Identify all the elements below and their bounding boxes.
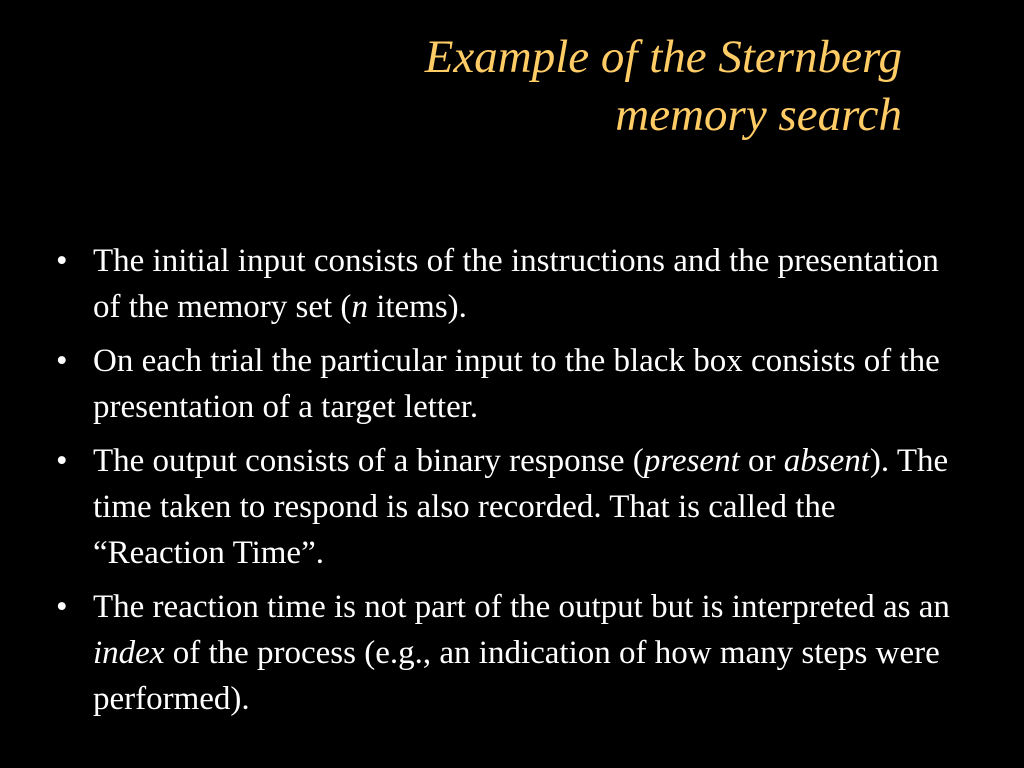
bullet-text: The reaction time is not part of the output but is interpreted as an <box>93 589 950 625</box>
bullet-icon: • <box>56 589 68 625</box>
title-line-2: memory search <box>615 89 902 141</box>
bullet-text-italic: absent <box>783 443 870 479</box>
bullet-text: The initial input consists of the instructions and the presentation of the memory set ( <box>93 243 939 325</box>
bullet-text-italic: index <box>93 635 165 671</box>
bullet-item-initial-input <box>56 238 956 330</box>
bullet-text: items). <box>367 289 467 325</box>
bullet-item-each-trial <box>56 338 956 430</box>
bullet-item-reaction-time <box>56 584 956 722</box>
bullet-text: ). The time taken to respond is also recorded. That is called the “Reaction Time”. <box>93 443 949 571</box>
bullet-list <box>56 238 956 730</box>
bullet-icon: • <box>56 443 68 479</box>
bullet-text: of the process (e.g., an indication of how many steps were performed). <box>93 635 940 717</box>
bullet-icon: • <box>56 343 68 379</box>
bullet-text: On each trial the particular input to the black box consists of the presentation of a target letter. <box>93 343 940 425</box>
bullet-text: The output consists of a binary response ( <box>93 443 644 479</box>
bullet-item-output <box>56 438 956 576</box>
bullet-icon: • <box>56 243 68 279</box>
bullet-text-italic: present <box>643 443 740 479</box>
bullet-text-italic: n <box>351 289 368 325</box>
slide-title <box>142 28 902 144</box>
bullet-text: or <box>739 443 784 479</box>
title-line-1: Example of the Sternberg <box>424 31 902 83</box>
